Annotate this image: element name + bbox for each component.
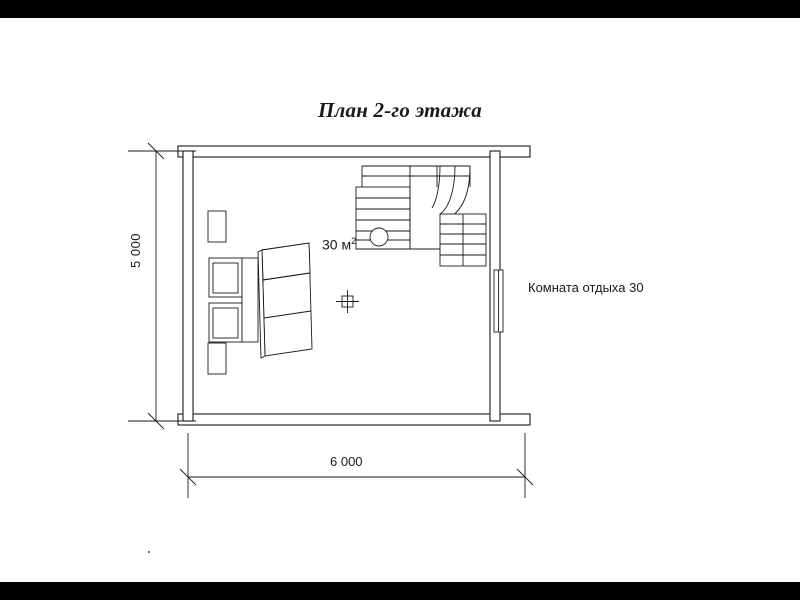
plan-title: План 2-го этажа [317,98,482,122]
window-left-upper [208,211,226,242]
staircase [356,166,486,266]
nightstand-left [209,258,242,297]
area-exponent: 2 [351,236,357,246]
drawing-canvas [0,18,800,582]
window-left-lower [208,343,226,374]
wall-bottom [178,414,530,425]
area-value: 30 м [322,236,352,253]
dimension-height-label: 5 000 [128,232,143,268]
nightstand-right [209,303,242,342]
bed-side-rail [242,258,258,342]
window-right [494,270,503,332]
bed-furniture [258,243,312,358]
stair-newel-post [370,228,388,246]
wall-top [178,146,530,157]
stray-mark [148,551,150,553]
area-label [322,236,356,253]
center-axis-marker [336,290,359,313]
room-name-label: Комната отдыха 30 [528,280,644,295]
wall-left [183,151,193,421]
dimension-width-label: 6 000 [330,454,363,469]
